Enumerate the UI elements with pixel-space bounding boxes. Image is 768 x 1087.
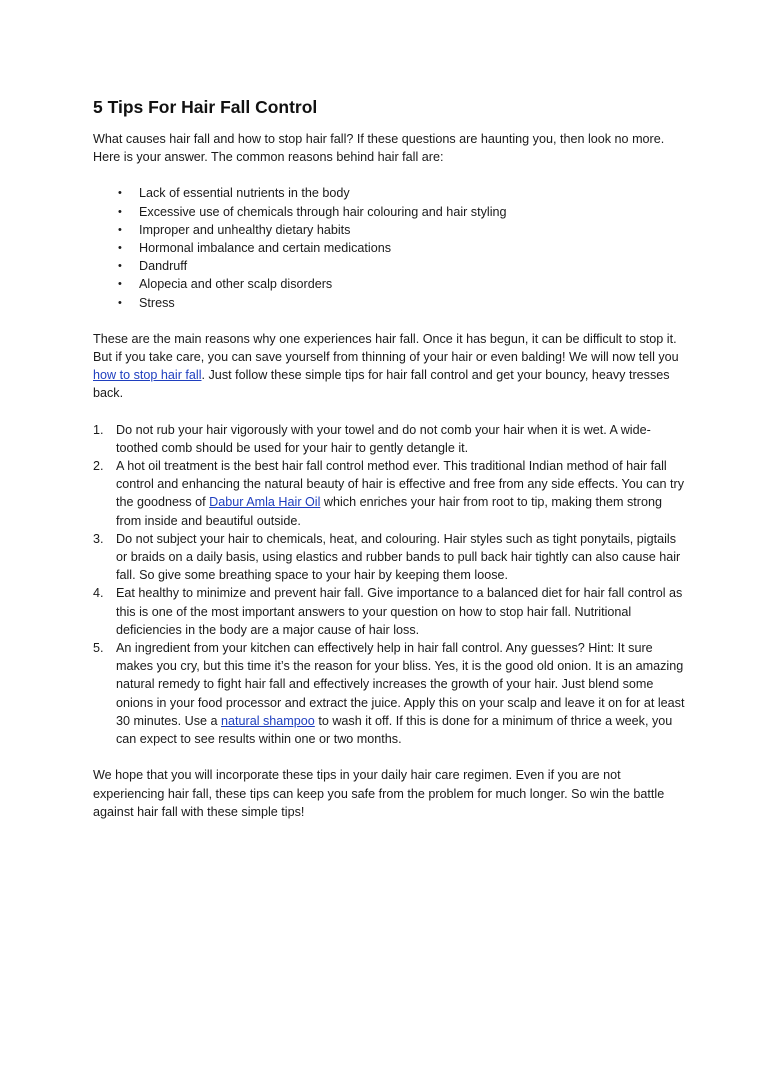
list-item <box>118 221 689 239</box>
list-item-text: Dandruff <box>139 259 188 274</box>
tip-number: 3. <box>93 531 104 546</box>
spacer <box>93 312 689 330</box>
dabur-amla-hair-oil-link[interactable]: Dabur Amla Hair Oil <box>209 495 321 510</box>
spacer <box>93 403 689 421</box>
spacer <box>93 166 689 184</box>
natural-shampoo-link[interactable]: natural shampoo <box>221 713 315 728</box>
list-item-text: Alopecia and other scalp disorders <box>139 277 333 292</box>
tip-number: 1. <box>93 422 104 437</box>
tip-text: A hot oil treatment is the best hair fall control method ever. This traditional Indian method of hair fall control and enhancing the natural beauty of hair is effective and free from any side effects. You can try the goodness of <box>116 459 685 510</box>
list-item-text: Stress <box>139 295 175 310</box>
bullet-icon: • <box>118 223 122 236</box>
tip-text: which enriches your hair from root to tip, making them strong from inside and beautiful outside. <box>116 495 662 528</box>
list-item <box>118 239 689 257</box>
list-item <box>118 294 689 312</box>
list-item-text: Lack of essential nutrients in the body <box>139 186 350 201</box>
reasons-list <box>93 184 689 311</box>
tip-item <box>93 639 689 748</box>
list-item <box>118 203 689 221</box>
bullet-icon: • <box>118 296 122 309</box>
reasons-summary-paragraph <box>93 330 689 403</box>
closing-paragraph: We hope that you will incorporate these tips in your daily hair care regimen. Even if you are not experiencing hair fall, these tips can keep you safe from the problem for much longer. So win the battle against hair fall with these simple tips! <box>93 768 665 819</box>
tip-number: 2. <box>93 459 104 474</box>
bullet-icon: • <box>118 260 122 273</box>
tip-text: An ingredient from your kitchen can effectively help in hair fall control. Any guesses? Hint: It sure makes you cry, but this time it’s the reason for your bliss. Yes, it is the good old onion. It is an amazing natural remedy to fight hair fall and effectively increases the growth of your hair. Just blend some onions in your food processor and extract the juice. Apply this on your scalp and leave it on for at least 30 minutes. Use a <box>116 641 685 728</box>
spacer <box>93 748 689 766</box>
bullet-icon: • <box>118 205 122 218</box>
tips-list <box>93 421 689 749</box>
bullet-icon: • <box>118 242 122 255</box>
tip-item <box>93 457 689 530</box>
tip-item <box>93 530 689 585</box>
list-item-text: Improper and unhealthy dietary habits <box>139 222 351 237</box>
list-item <box>118 184 689 202</box>
how-to-stop-hair-fall-link[interactable]: how to stop hair fall <box>93 368 202 383</box>
bullet-icon: • <box>118 187 122 200</box>
page-title: 5 Tips For Hair Fall Control <box>93 97 318 117</box>
tip-text: to wash it off. If this is done for a minimum of thrice a week, you can expect to see results within one or two months. <box>116 713 673 747</box>
list-item-text: Excessive use of chemicals through hair colouring and hair styling <box>139 204 507 219</box>
document-page <box>93 96 689 821</box>
tip-item <box>93 421 689 457</box>
paragraph-text: These are the main reasons why one experiences hair fall. Once it has begun, it can be difficult to stop it. But if you take care, you can save yourself from thinning of your hair or even balding! We will now tell you <box>93 331 679 365</box>
list-item <box>118 275 689 293</box>
tip-number: 4. <box>93 586 104 601</box>
tip-number: 5. <box>93 641 104 656</box>
paragraph-text: . Just follow these simple tips for hair fall control and get your bouncy, heavy tresses back. <box>93 368 670 401</box>
tip-item <box>93 584 689 639</box>
tip-text: Do not rub your hair vigorously with your towel and do not comb your hair when it is wet. A wide-toothed comb should be used for your hair to gently detangle it. <box>116 422 651 455</box>
list-item-text: Hormonal imbalance and certain medications <box>139 241 392 256</box>
list-item <box>118 257 689 275</box>
intro-paragraph: What causes hair fall and how to stop hair fall? If these questions are haunting you, then look no more. Here is your answer. The common reasons behind hair fall are: <box>93 132 665 165</box>
tip-text: Do not subject your hair to chemicals, heat, and colouring. Hair styles such as tight ponytails, pigtails or braids on a daily basis, using elastics and rubber bands to pull back hair tightly can also cause hair fall. So give some breathing space to your hair by keeping them loose. <box>116 531 681 583</box>
tip-text: Eat healthy to minimize and prevent hair fall. Give importance to a balanced diet for hair fall control as this is one of the most important answers to your question on how to stop hair fall. Nutritional deficiencies in the body are a major cause of hair loss. <box>116 586 683 637</box>
bullet-icon: • <box>118 278 122 291</box>
